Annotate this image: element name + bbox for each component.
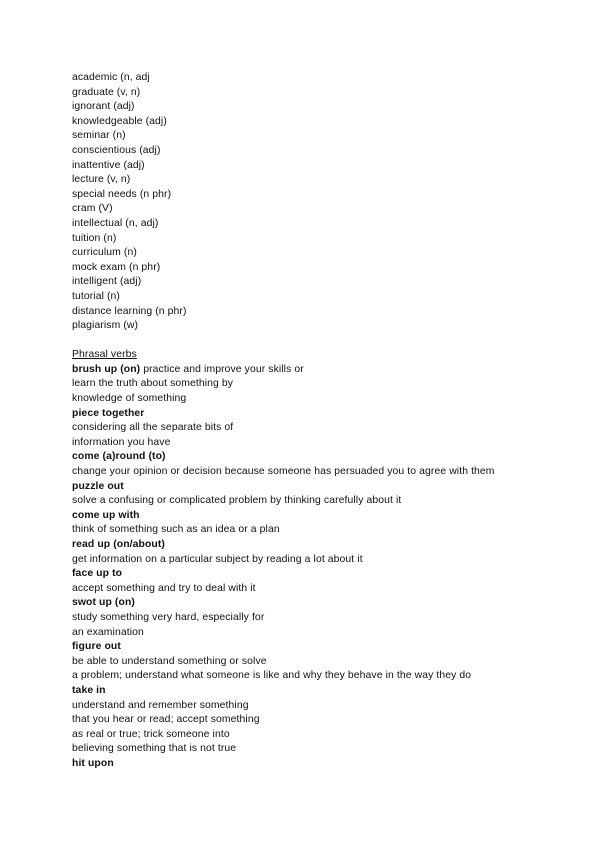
definition-line: knowledge of something	[72, 393, 187, 405]
vocab-item: tutorial (n)	[72, 290, 120, 302]
definition-line: study something very hard, especially for	[72, 611, 265, 623]
definition-line: get information on a particular subject by reading a lot about it	[72, 553, 363, 565]
term: swot up (on)	[72, 597, 135, 609]
entry-brush-up	[72, 363, 542, 378]
term: figure out	[72, 641, 121, 653]
vocab-item: knowledgeable (adj)	[72, 115, 167, 127]
definition-line: information you have	[72, 436, 171, 448]
vocab-item: lecture (v, n)	[72, 174, 131, 186]
vocab-item: intelligent (adj)	[72, 276, 142, 288]
definition-line: accept something and try to deal with it	[72, 582, 256, 594]
definition-line: learn the truth about something by	[72, 378, 234, 390]
vocab-item: conscientious (adj)	[72, 144, 161, 156]
vocab-item: curriculum (n)	[72, 247, 137, 259]
vocab-item: tuition (n)	[72, 232, 117, 244]
definition-line: considering all the separate bits of	[72, 422, 234, 434]
vocab-item: ignorant (adj)	[72, 101, 135, 113]
definition-line: as real or true; trick someone into	[72, 728, 230, 740]
definition-line: be able to understand something or solve	[72, 655, 267, 667]
vocab-item: academic (n, adj	[72, 72, 150, 83]
vocab-item: special needs (n phr)	[72, 188, 172, 200]
term: brush up (on)	[72, 363, 141, 375]
definition-line: change your opinion or decision because someone has persuaded you to agree with them	[72, 466, 495, 478]
document-page	[72, 71, 542, 772]
term: hit upon	[72, 757, 114, 769]
definition-line: understand and remember something	[72, 699, 249, 711]
vocab-item: cram (V)	[72, 203, 113, 215]
spacer	[72, 334, 542, 349]
definition-line: solve a confusing or complicated problem by thinking carefully about it	[72, 495, 402, 507]
term: come (a)round (to)	[72, 451, 166, 463]
vocab-item: inattentive (adj)	[72, 159, 145, 171]
definition-line: a problem; understand what someone is like and why they behave in the way they do	[72, 670, 472, 682]
vocab-item: seminar (n)	[72, 130, 126, 142]
section-heading: Phrasal verbs	[72, 349, 137, 361]
vocab-item: intellectual (n, adj)	[72, 217, 159, 229]
vocab-item: plagiarism (w)	[72, 320, 139, 332]
vocab-item: distance learning (n phr)	[72, 305, 187, 317]
vocab-item: mock exam (n phr)	[72, 261, 161, 273]
term: puzzle out	[72, 480, 124, 492]
vocab-item: graduate (v, n)	[72, 86, 141, 98]
definition-line: an examination	[72, 626, 144, 638]
term: piece together	[72, 407, 145, 419]
term: read up (on/about)	[72, 539, 165, 550]
definition-line: believing something that is not true	[72, 743, 237, 755]
term: face up to	[72, 568, 123, 580]
definition-line: think of something such as an idea or a plan	[72, 524, 280, 536]
term: take in	[72, 684, 106, 696]
definition-inline: practice and improve your skills or	[140, 363, 304, 375]
vocabulary-list	[72, 71, 542, 334]
definition-line: that you hear or read; accept something	[72, 714, 260, 726]
term: come up with	[72, 509, 140, 521]
phrasal-verbs-section	[72, 348, 542, 771]
